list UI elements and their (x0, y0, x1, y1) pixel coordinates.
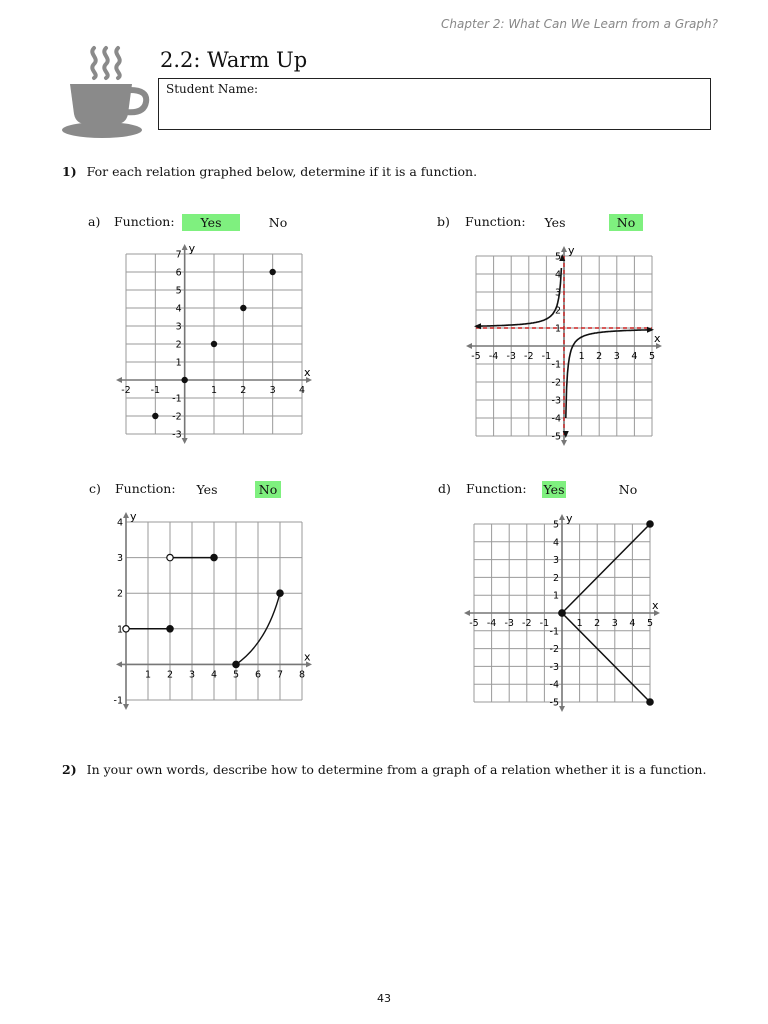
closed-endpoint (647, 521, 653, 527)
y-axis-arrow-bottom (559, 706, 565, 712)
student-name-label: Student Name: (166, 82, 259, 96)
part-a-yes-option[interactable]: Yes (182, 214, 240, 231)
part-d-yes-option[interactable]: Yes (543, 482, 565, 497)
y-tick-label: -4 (549, 679, 559, 691)
x-tick-label: 5 (232, 669, 240, 681)
x-axis-arrow-left (116, 377, 122, 383)
part-c (89, 481, 278, 497)
x-tick-label: -2 (522, 618, 532, 629)
x-axis-label: x (304, 650, 311, 664)
x-tick-label: -2 (524, 351, 534, 362)
closed-endpoint (559, 610, 565, 616)
y-tick-label: -3 (551, 395, 561, 407)
part-c-no-option[interactable]: No (255, 481, 281, 498)
graph-a (110, 240, 320, 450)
x-tick-label: -1 (150, 385, 161, 396)
x-tick-label: 2 (596, 351, 603, 362)
y-tick-label: 3 (116, 553, 123, 565)
x-tick-label: 1 (210, 385, 218, 396)
x-tick-label: 4 (298, 385, 306, 396)
graph-c (108, 508, 318, 718)
x-tick-label: -5 (469, 618, 479, 629)
y-tick-label: -3 (172, 429, 182, 441)
x-tick-label: 1 (144, 669, 152, 681)
y-tick-label: -3 (549, 661, 559, 673)
question-1-number: 1) (62, 164, 77, 179)
closed-endpoint (167, 626, 173, 632)
curve-right-branch (566, 330, 652, 418)
y-tick-label: 1 (116, 624, 123, 636)
y-tick-label: -5 (551, 431, 561, 443)
graph-d (458, 510, 668, 720)
x-tick-label: -3 (504, 618, 514, 629)
y-tick-label: -2 (172, 411, 182, 423)
y-tick-label: 1 (554, 323, 561, 335)
y-tick-label: 7 (175, 249, 182, 261)
x-tick-label: 2 (240, 385, 247, 396)
part-b-label: b) (437, 214, 450, 229)
y-tick-label: 1 (552, 590, 559, 602)
y-tick-label: 4 (116, 517, 123, 529)
y-tick-label: 4 (175, 303, 182, 315)
data-point (211, 341, 217, 347)
x-tick-label: 4 (629, 618, 636, 629)
part-c-prompt: Function: (114, 481, 176, 496)
x-tick-label: -1 (541, 351, 552, 362)
y-axis-label: y (566, 512, 573, 525)
part-d-label: d) (438, 481, 451, 496)
y-tick-label: -2 (549, 644, 559, 656)
graph-b (460, 244, 670, 444)
y-axis-arrow-top (561, 246, 567, 252)
part-d-prompt: Function: (465, 481, 527, 496)
part-c-label: c) (89, 481, 101, 496)
open-endpoint (167, 554, 173, 560)
x-tick-label: 3 (269, 385, 276, 396)
data-point (181, 377, 187, 383)
y-tick-label: -1 (113, 695, 123, 707)
question-2 (62, 762, 706, 777)
x-axis-label: x (304, 366, 311, 379)
open-endpoint (123, 626, 129, 632)
closed-endpoint (233, 661, 239, 667)
section-title: 2.2: Warm Up (160, 48, 308, 72)
y-axis-arrow-bottom (182, 438, 188, 444)
y-axis-label: y (568, 244, 575, 257)
x-tick-label: 1 (578, 351, 585, 362)
x-tick-label: 3 (613, 351, 620, 362)
y-axis-arrow-top (123, 512, 129, 518)
y-axis-label: y (130, 510, 137, 523)
y-tick-label: 1 (175, 357, 182, 369)
y-tick-label: 2 (116, 588, 123, 600)
y-tick-label: 5 (554, 251, 561, 263)
closed-endpoint (277, 590, 283, 596)
line-segment (562, 613, 650, 702)
y-tick-label: 5 (175, 285, 182, 297)
y-tick-label: -2 (551, 377, 561, 389)
part-d-no-option[interactable]: No (618, 482, 638, 497)
line-segment (562, 524, 650, 613)
part-a (88, 214, 288, 230)
x-tick-label: 2 (166, 669, 174, 681)
coffee-cup-icon (60, 44, 152, 142)
x-tick-label: -4 (488, 351, 499, 362)
y-axis-arrow-bottom (561, 440, 567, 446)
part-a-label: a) (88, 214, 101, 229)
part-b (437, 214, 636, 230)
y-tick-label: -1 (549, 626, 559, 638)
x-tick-label: 8 (298, 669, 306, 681)
y-axis-arrow-bottom (123, 704, 129, 710)
y-tick-label: 6 (175, 267, 182, 279)
data-point (269, 269, 275, 275)
question-1-text: For each relation graphed below, determine if it is a function. (86, 164, 478, 179)
x-tick-label: -2 (121, 385, 131, 396)
x-tick-label: 4 (210, 669, 218, 681)
x-axis-arrow-left (466, 343, 472, 349)
x-tick-label: 3 (611, 618, 618, 629)
x-axis-arrow-left (464, 610, 470, 616)
part-c-yes-option[interactable]: Yes (196, 482, 218, 497)
part-b-no-option[interactable]: No (609, 214, 643, 231)
y-tick-label: -1 (172, 393, 182, 405)
x-tick-label: -1 (539, 618, 550, 629)
x-tick-label: 6 (254, 669, 262, 681)
x-axis-label: x (652, 599, 659, 612)
y-axis-arrow-top (182, 244, 188, 250)
x-tick-label: -5 (471, 351, 481, 362)
data-point (240, 305, 246, 311)
x-tick-label: -3 (506, 351, 516, 362)
chapter-header: Chapter 2: What Can We Learn from a Graph? (441, 17, 718, 31)
question-1 (62, 164, 477, 179)
y-tick-label: -5 (549, 697, 559, 709)
x-tick-label: 5 (648, 351, 656, 362)
x-tick-label: 7 (276, 669, 284, 681)
x-tick-label: 2 (594, 618, 601, 629)
part-b-prompt: Function: (464, 214, 526, 229)
y-tick-label: 5 (552, 519, 559, 531)
part-a-no-option[interactable]: No (268, 215, 288, 230)
question-2-text: In your own words, describe how to determine from a graph of a relation whether it is a function. (86, 762, 707, 777)
y-axis-label: y (188, 242, 196, 255)
x-axis-arrow-left (116, 661, 122, 667)
y-tick-label: 2 (552, 572, 559, 584)
part-a-prompt: Function: (113, 214, 175, 229)
closed-endpoint (211, 554, 217, 560)
y-tick-label: 4 (554, 269, 561, 281)
x-tick-label: 5 (646, 618, 654, 629)
x-tick-label: 4 (631, 351, 638, 362)
closed-endpoint (647, 699, 653, 705)
part-d (438, 481, 638, 497)
y-tick-label: -4 (551, 413, 561, 425)
x-tick-label: -4 (486, 618, 497, 629)
part-b-yes-option[interactable]: Yes (544, 215, 566, 230)
student-name-field[interactable] (158, 78, 711, 130)
y-tick-label: 2 (175, 339, 182, 351)
y-axis-arrow-top (559, 514, 565, 520)
y-tick-label: 3 (552, 555, 559, 567)
page-number: 43 (377, 992, 391, 1005)
question-2-number: 2) (62, 762, 77, 777)
data-point (152, 413, 158, 419)
y-tick-label: 4 (552, 537, 559, 549)
x-tick-label: 1 (576, 618, 583, 629)
x-tick-label: 3 (188, 669, 196, 681)
curve-left-branch (476, 268, 561, 326)
y-tick-label: 2 (554, 305, 561, 317)
y-tick-label: -1 (551, 359, 561, 371)
y-tick-label: 3 (175, 321, 182, 333)
x-axis-label: x (654, 332, 661, 345)
y-tick-label: 3 (554, 287, 561, 299)
